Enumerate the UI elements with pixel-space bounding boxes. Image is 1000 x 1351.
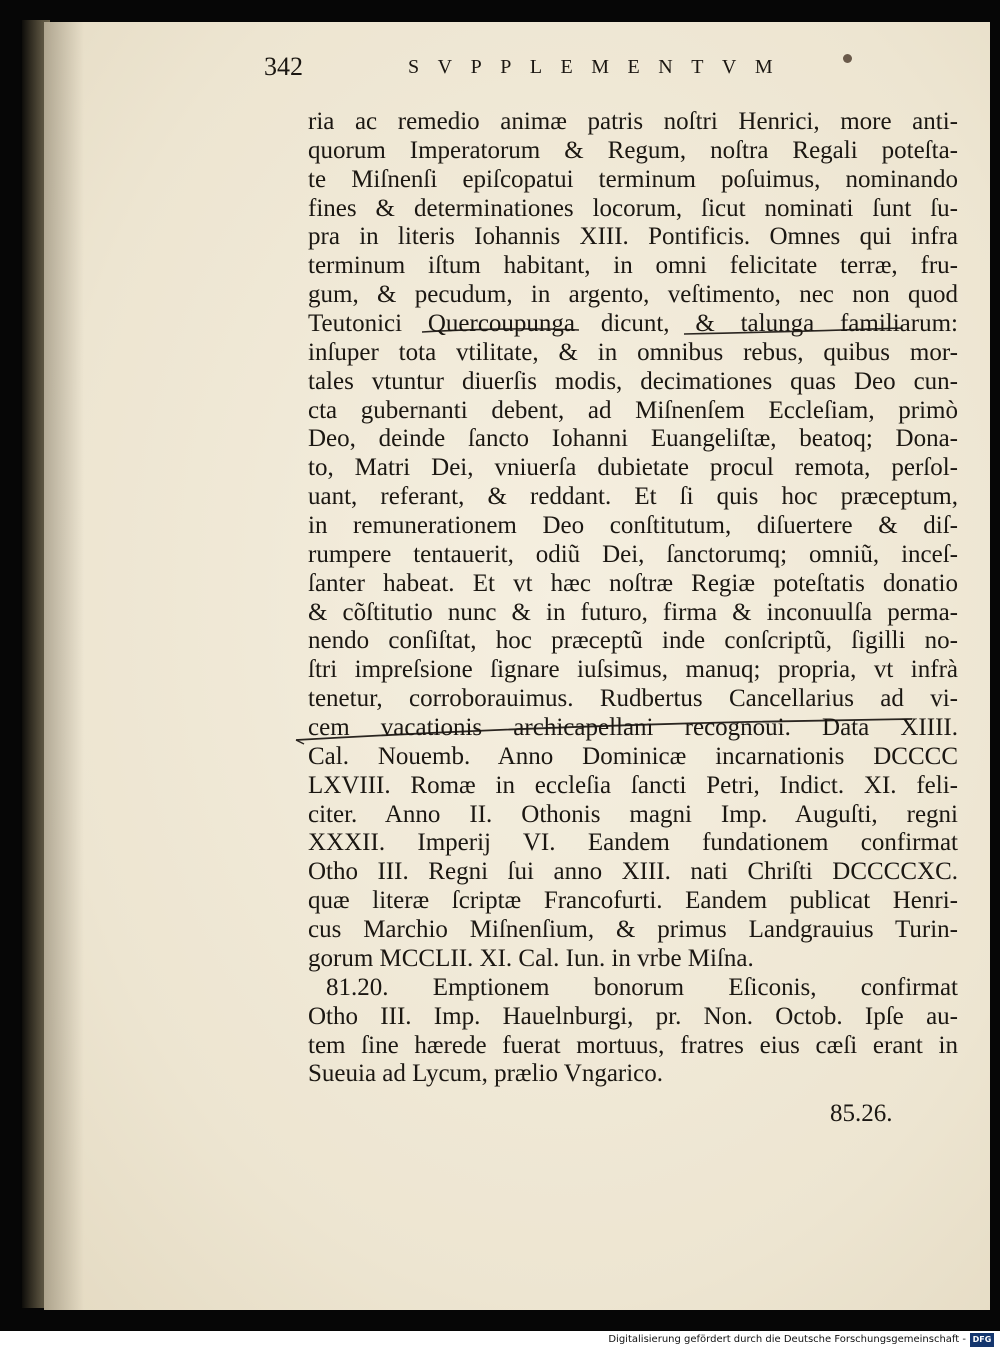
text-line: LXVIII. Romæ in eccleſia ſancti Petri, Indict. XI. feli- — [308, 771, 958, 799]
text-line: inſuper tota vtilitate, & in omnibus rebus, quibus mor- — [308, 338, 958, 366]
text-line: cus Marchio Miſnenſium, & primus Landgrauius Turin- — [308, 916, 958, 944]
text-line: te Miſnenſi epiſcopatui terminum poſuimus, nominando — [308, 165, 958, 193]
text-line: ria ac remedio animæ patris noſtri Henrici, more anti- — [308, 108, 958, 135]
text-line: Teutonici Quercoupunga dicunt, & talunga familiarum: — [308, 310, 958, 338]
text-line: cta gubernanti debent, ad Miſnenſem Eccleſiam, primò — [308, 396, 958, 424]
text-line: cem vacationis archicapellani recognoui. Data XIIII. — [308, 714, 958, 742]
text-line: gorum MCCLII. XI. Cal. Iun. in vrbe Miſna. — [308, 944, 754, 972]
text-line: quorum Imperatorum & Regum, noſtra Regali poteſta- — [308, 136, 958, 164]
text-line: Cal. Nouemb. Anno Dominicæ incarnationis DCCCC — [308, 742, 958, 770]
text-line: Deo, deinde ſancto Iohanni Euangeliſtæ, beatoq; Dona- — [308, 425, 958, 453]
funding-credit: Digitalisierung gefördert durch die Deutsche Forschungsgemeinschaft - — [608, 1334, 966, 1345]
footer-bar — [0, 1331, 1000, 1351]
text-line: tenetur, corroborauimus. Rudbertus Cancellarius ad vi- — [308, 685, 958, 713]
text-line: XXXII. Imperij VI. Eandem fundationem confirmat — [308, 829, 958, 857]
page-body — [308, 108, 958, 1089]
text-line: gum, & pecudum, in argento, veſtimento, nec non quod — [308, 281, 958, 309]
text-line: uant, referant, & reddant. Et ſi quis hoc præceptum, — [308, 483, 958, 511]
text-line: citer. Anno II. Othonis magni Imp. Auguſti, regni — [308, 800, 958, 828]
running-title: SVPPLEMENTVM — [408, 56, 792, 78]
book-page — [44, 22, 990, 1310]
text-line: nendo conſiſtat, hoc præceptũ inde conſcriptũ, ſigilli no- — [308, 627, 958, 655]
text-line: ſanter habeat. Et vt hæc noſtræ Regiæ poteſtatis donatio — [308, 569, 958, 597]
gutter-shadow — [44, 22, 84, 1310]
text-line: 81.20. Emptionem bonorum Eſiconis, confirmat — [326, 973, 958, 1001]
catchword: 85.26. — [830, 1100, 893, 1127]
text-line: terminum iſtum habitant, in omni felicitate terræ, fru- — [308, 252, 958, 280]
text-line: quæ literæ ſcriptæ Francofurti. Eandem publicat Henri- — [308, 887, 958, 915]
text-line: tales vtuntur diuerſis modis, decimationes quas Deo cun- — [308, 367, 958, 395]
text-line: fines & determinationes locorum, ſicut nominati ſunt ſu- — [308, 194, 958, 222]
text-line: Otho III. Imp. Hauelnburgi, pr. Non. Octob. Ipſe au- — [308, 1002, 958, 1030]
running-head — [264, 52, 864, 82]
page-number: 342 — [264, 52, 303, 81]
text-line: ſtri impreſsione ſignare iuſsimus, manuq; propria, vt infrà — [308, 656, 958, 684]
text-line: Otho III. Regni ſui anno XIII. nati Chriſti DCCCCXC. — [308, 858, 958, 886]
text-line: to, Matri Dei, vniuerſa dubietate procul remota, perſol- — [308, 454, 958, 482]
text-line: pra in literis Iohannis XIII. Pontificis. Omnes qui infra — [308, 223, 958, 251]
text-line: in remunerationem Deo conſtitutum, diſuertere & diſ- — [308, 512, 958, 540]
text-line: Sueuia ad Lycum, prælio Vngarico. — [308, 1060, 664, 1088]
text-line: tem ſine hærede fuerat mortuus, fratres eius cæſi erant in — [308, 1031, 958, 1059]
text-line: rumpere tentauerit, odiũ Dei, ſanctorumq; omniũ, inceſ- — [308, 540, 958, 568]
text-line: & cõſtitutio nunc & in futuro, firma & inconuulſa perma- — [308, 598, 958, 626]
dfg-logo-icon: DFG — [970, 1333, 994, 1347]
